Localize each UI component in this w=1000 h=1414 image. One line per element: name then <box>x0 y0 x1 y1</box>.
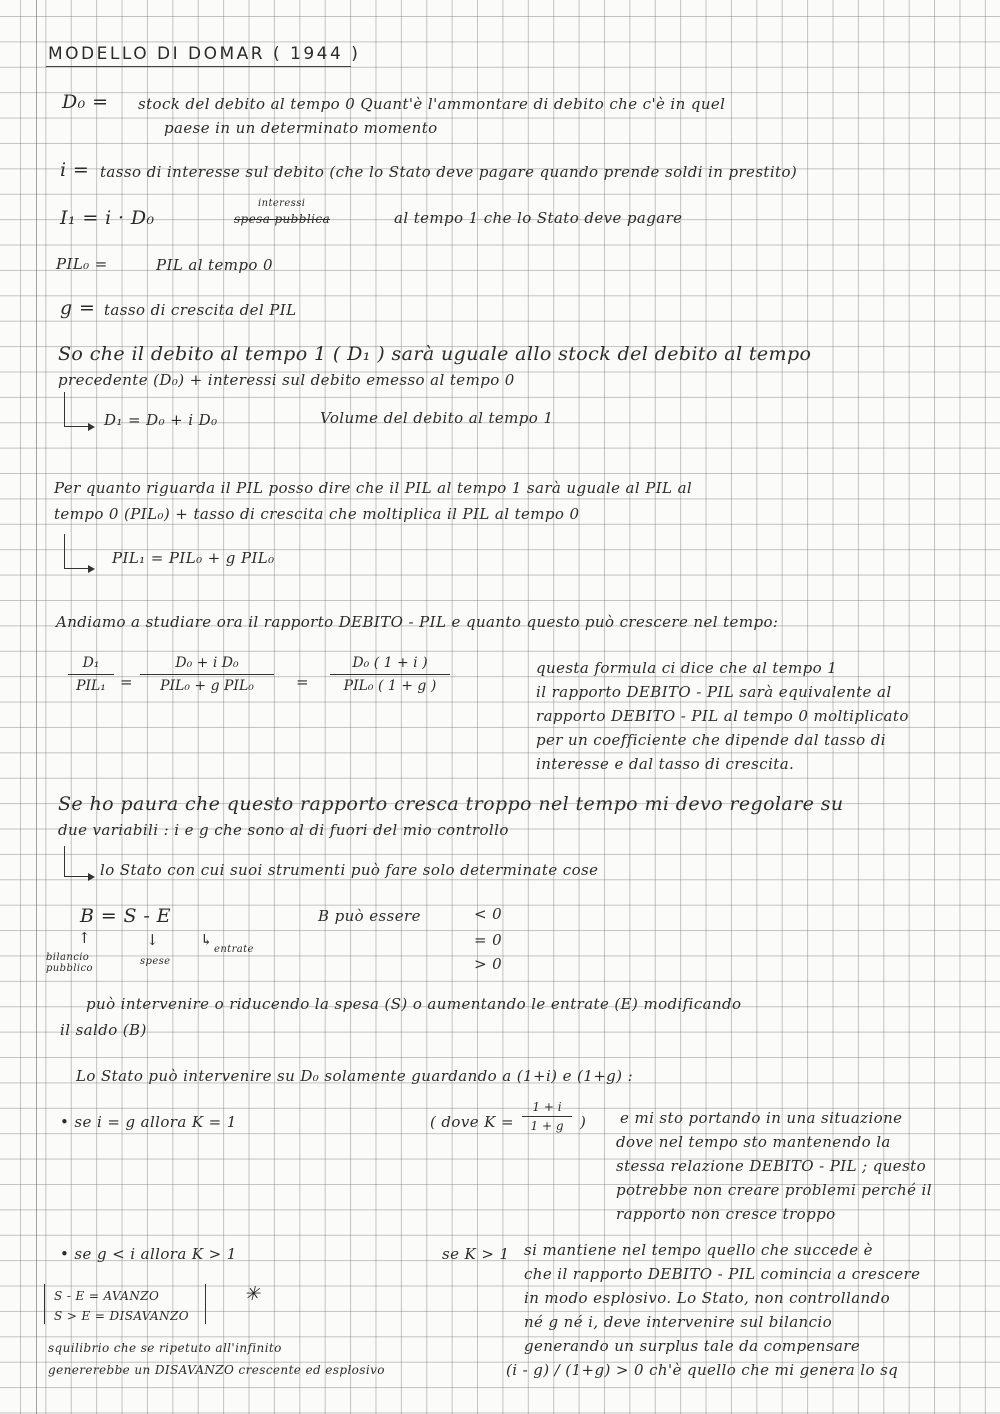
i-definition: tasso di interesse sul debito (che lo Stato deve pagare quando prende soldi in prestito) <box>100 163 798 181</box>
k-fraction-num: 1 + i <box>532 1100 562 1114</box>
balance-cond-3: > 0 <box>474 955 503 973</box>
footer-line-2: genererebbe un DISAVANZO crescente ed esplosivo <box>48 1363 385 1377</box>
debt-arrow-icon <box>64 392 89 427</box>
ratio-note-line-4: per un coefficiente che dipende dal tasso di <box>536 731 886 749</box>
d0-definition-cont: paese in un determinato momento <box>164 119 438 137</box>
debt-formula: D₁ = D₀ + i D₀ <box>104 411 218 429</box>
i-symbol: i = <box>60 159 90 181</box>
ratio-fraction-2 <box>140 654 274 695</box>
ratio-f1-den: PIL₁ <box>76 678 106 694</box>
d0-definition: stock del debito al tempo 0 Quant'è l'ammontare di debito che c'è in quel <box>138 95 726 113</box>
surplus-box-line-1: S - E = AVANZO <box>54 1289 160 1303</box>
i1-note-top: interessi <box>258 198 306 209</box>
case1-close: ) <box>580 1113 587 1131</box>
case2-if: se K > 1 <box>442 1245 510 1263</box>
i1-formula: I₁ = i · D₀ <box>60 207 155 229</box>
ratio-intro: Andiamo a studiare ora il rapporto DEBITO - PIL e quanto questo può crescere nel tempo: <box>56 613 779 631</box>
balance-intervene-2: il saldo (B) <box>60 1021 147 1039</box>
pil-symbol: PIL₀ = <box>56 255 108 273</box>
ratio-note-line-2: il rapporto DEBITO - PIL sarà equivalente al <box>536 683 892 701</box>
ratio-f1-num: D₁ <box>82 655 100 671</box>
balance-s-arrow-icon: ↓ <box>146 931 159 949</box>
ratio-eq-1: = <box>120 673 133 691</box>
title-underline <box>46 66 351 67</box>
case1-note-line-4: potrebbe non creare problemi perché il <box>616 1181 932 1199</box>
case1-condition: • se i = g allora K = 1 <box>60 1113 237 1131</box>
ratio-f3-num: D₀ ( 1 + i ) <box>352 655 428 671</box>
balance-cond-2: = 0 <box>474 931 503 949</box>
case1-note-line-2: dove nel tempo sto mantenendo la <box>616 1133 891 1151</box>
ratio-eq-2: = <box>296 673 309 691</box>
balance-label-s: spese <box>140 956 171 967</box>
state-line: Lo Stato può intervenire su D₀ solamente guardando a (1+i) e (1+g) : <box>76 1067 634 1085</box>
case1-note-line-3: stessa relazione DEBITO - PIL ; questo <box>616 1157 927 1175</box>
d0-symbol: D₀ = <box>62 91 109 113</box>
i1-definition: al tempo 1 che lo Stato deve pagare <box>394 209 683 227</box>
pil-line-1: Per quanto riguarda il PIL posso dire che il PIL al tempo 1 sarà uguale al PIL al <box>54 479 693 497</box>
ratio-f2-den: PIL₀ + g PIL₀ <box>160 678 254 694</box>
pil-arrow-icon <box>64 534 89 569</box>
balance-b-arrow-icon: ↑ <box>78 929 91 947</box>
case1-where: ( dove K = <box>430 1113 514 1131</box>
balance-label-b: bilancio pubblico <box>46 952 93 974</box>
debt-formula-note: Volume del debito al tempo 1 <box>320 409 554 427</box>
ratio-note-line-5: interesse e dal tasso di crescita. <box>536 755 795 773</box>
case2-note-line-5: generando un surplus tale da compensare <box>524 1337 861 1355</box>
g-symbol: g = <box>60 297 96 319</box>
margin-line <box>36 0 37 1414</box>
balance-e-arrow-icon: ↳ <box>200 931 213 949</box>
fear-arrow-text: lo Stato con cui suoi strumenti può fare solo determinate cose <box>100 861 599 879</box>
pil-line-2: tempo 0 (PIL₀) + tasso di crescita che moltiplica il PIL al tempo 0 <box>54 505 580 523</box>
g-definition: tasso di crescita del PIL <box>104 301 297 319</box>
balance-formula: B = S - E <box>80 905 171 927</box>
pil-formula: PIL₁ = PIL₀ + g PIL₀ <box>112 549 275 567</box>
page-title: MODELLO DI DOMAR ( 1944 ) <box>48 44 361 64</box>
case2-note-line-6: (i - g) / (1+g) > 0 ch'è quello che mi genera lo sq <box>506 1361 899 1379</box>
balance-intervene-1: può intervenire o riducendo la spesa (S) o aumentando le entrate (E) modificando <box>86 995 742 1013</box>
ratio-fraction-1 <box>68 654 114 695</box>
balance-cond-text: B può essere <box>318 907 421 925</box>
footer-line-1: squilibrio che se ripetuto all'infinito <box>48 1341 282 1355</box>
balance-cond-1: < 0 <box>474 905 503 923</box>
case2-note-line-2: che il rapporto DEBITO - PIL comincia a crescere <box>524 1265 921 1283</box>
debt-line-2: precedente (D₀) + interessi sul debito emesso al tempo 0 <box>58 371 515 389</box>
debt-line-1: So che il debito al tempo 1 ( D₁ ) sarà uguale allo stock del debito al tempo <box>58 343 812 365</box>
fear-arrow-icon <box>64 846 89 877</box>
case2-note-line-1: si mantiene nel tempo quello che succede è <box>524 1241 873 1259</box>
surplus-box-line-2: S > E = DISAVANZO <box>54 1309 189 1323</box>
fear-line-2: due variabili : i e g che sono al di fuori del mio controllo <box>58 821 509 839</box>
k-fraction <box>522 1100 572 1133</box>
ratio-f2-num: D₀ + i D₀ <box>175 655 239 671</box>
case2-note-line-3: in modo esplosivo. Lo Stato, non controllando <box>524 1289 891 1307</box>
case2-condition: • se g < i allora K > 1 <box>60 1245 237 1263</box>
k-fraction-den: 1 + g <box>530 1119 564 1133</box>
pil-definition: PIL al tempo 0 <box>156 256 273 274</box>
fear-line-1: Se ho paura che questo rapporto cresca troppo nel tempo mi devo regolare su <box>58 793 844 815</box>
star-icon: ✳ <box>244 1283 261 1305</box>
ratio-note-line-1: questa formula ci dice che al tempo 1 <box>536 659 838 677</box>
ratio-note-line-3: rapporto DEBITO - PIL al tempo 0 moltiplicato <box>536 707 909 725</box>
i1-struck-note: spesa pubblica <box>234 212 330 226</box>
ratio-fraction-3 <box>330 654 450 695</box>
case1-note-line-5: rapporto non cresce troppo <box>616 1205 836 1223</box>
case1-note-line-1: e mi sto portando in una situazione <box>620 1109 903 1127</box>
ratio-f3-den: PIL₀ ( 1 + g ) <box>343 678 437 694</box>
case2-note-line-4: né g né i, deve intervenire sul bilancio <box>524 1313 833 1331</box>
balance-label-e: entrate <box>214 944 254 955</box>
